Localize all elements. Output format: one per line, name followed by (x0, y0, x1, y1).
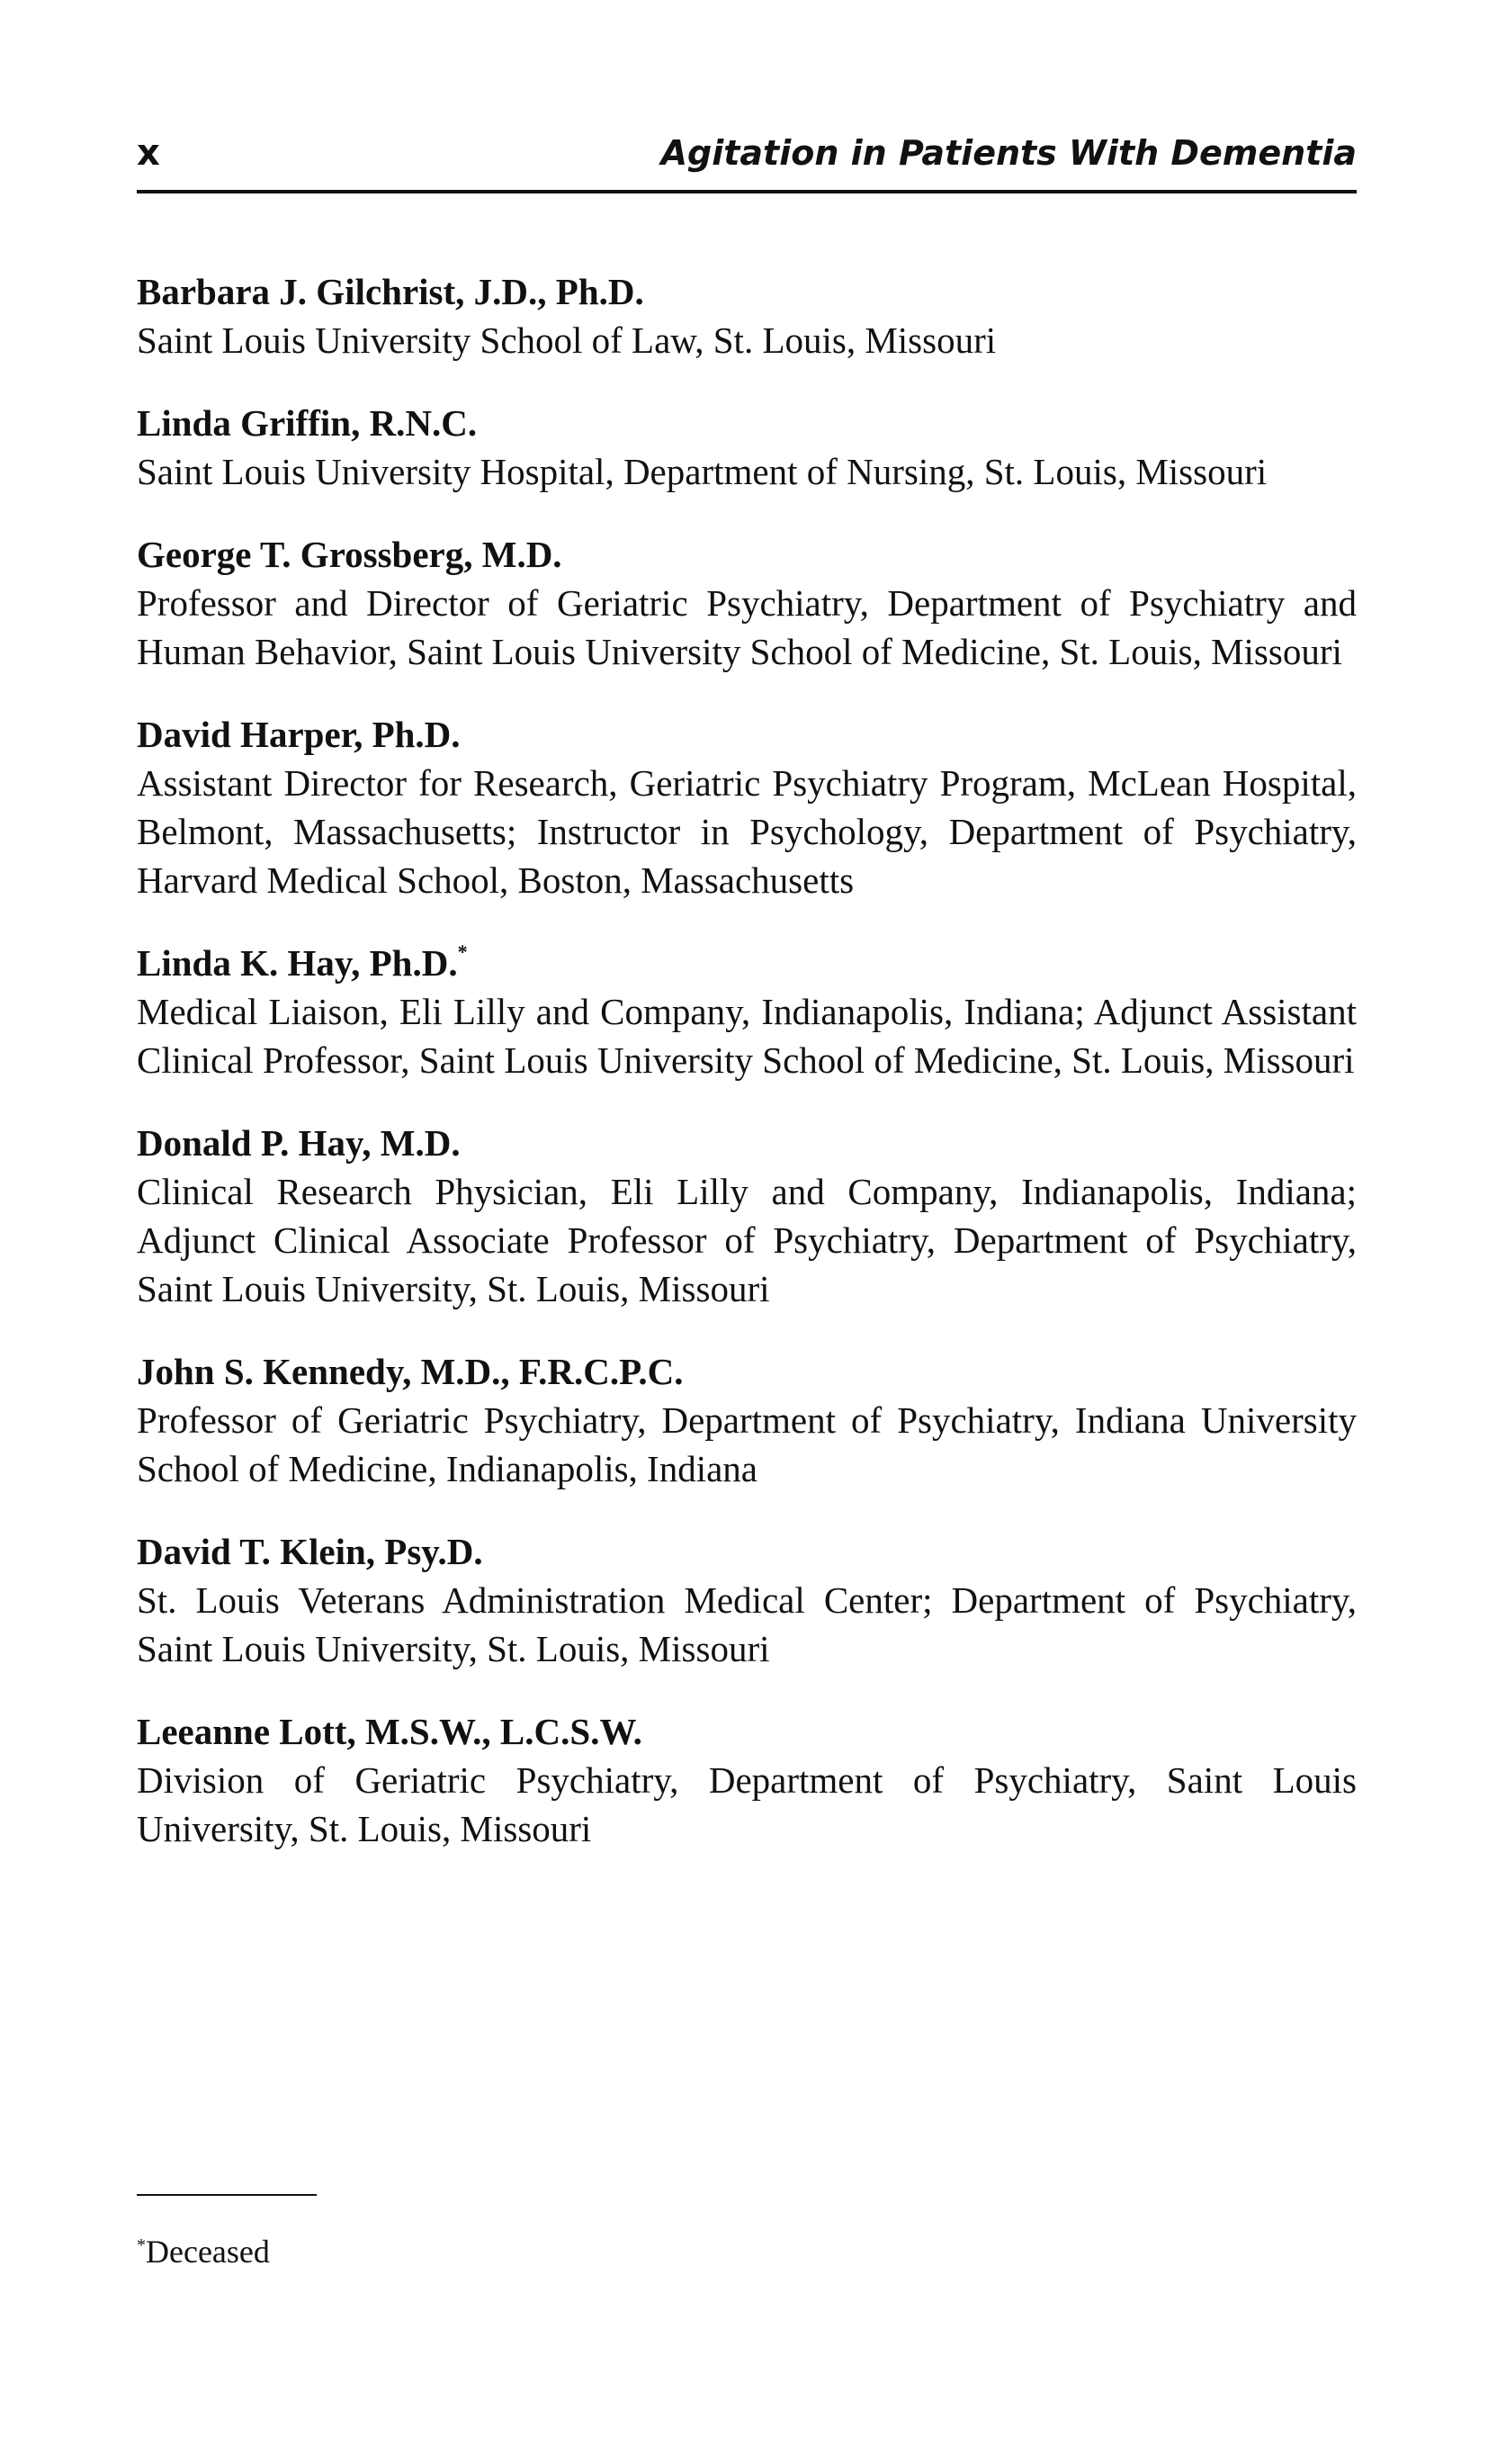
contributor-entry (137, 710, 1357, 904)
contributor-name: George T. Grossberg, M.D. (137, 534, 562, 575)
contributor-entry (137, 1707, 1357, 1853)
contributor-affiliation: Clinical Research Physician, Eli Lilly and Company, Indianapolis, Indiana; Adjunct Clinical Associate Professor of Psychiatry, Department of Psychiatry, Saint Louis University, St. Louis, Missouri (137, 1171, 1357, 1309)
contributor-affiliation: Professor and Director of Geriatric Psychiatry, Department of Psychiatry and Human Behavior, Saint Louis University School of Medicine, St. Louis, Missouri (137, 582, 1357, 672)
contributor-entry (137, 1119, 1357, 1313)
contributor-affiliation: Medical Liaison, Eli Lilly and Company, Indianapolis, Indiana; Adjunct Assistant Clinical Professor, Saint Louis University School of Medicine, St. Louis, Missouri (137, 991, 1357, 1081)
contributor-affiliation: St. Louis Veterans Administration Medical Center; Department of Psychiatry, Saint Louis University, St. Louis, Missouri (137, 1579, 1357, 1669)
contributor-affiliation: Saint Louis University Hospital, Department of Nursing, St. Louis, Missouri (137, 451, 1268, 492)
contributor-name: Barbara J. Gilchrist, J.D., Ph.D. (137, 271, 644, 312)
contributor-name: David T. Klein, Psy.D. (137, 1531, 483, 1572)
contributor-name: John S. Kennedy, M.D., F.R.C.P.C. (137, 1351, 684, 1392)
footnote (137, 2232, 270, 2271)
contributor-affiliation: Professor of Geriatric Psychiatry, Department of Psychiatry, Indiana University School of Medicine, Indianapolis, Indiana (137, 1399, 1357, 1489)
contributor-entry (137, 1527, 1357, 1673)
contributor-name: David Harper, Ph.D. (137, 714, 461, 755)
contributor-entry (137, 267, 1357, 364)
contributor-list (137, 267, 1357, 1887)
header-rule (137, 190, 1357, 193)
contributor-affiliation: Division of Geriatric Psychiatry, Department of Psychiatry, Saint Louis University, St. Louis, Missouri (137, 1759, 1357, 1849)
contributor-name: Linda K. Hay, Ph.D.* (137, 940, 468, 984)
footnote-marker: * (137, 2235, 146, 2255)
footnote-marker: * (457, 940, 468, 964)
page-number: x (137, 132, 160, 174)
contributor-affiliation: Saint Louis University School of Law, St. Louis, Missouri (137, 319, 997, 361)
page-header (137, 126, 1357, 180)
contributor-entry (137, 1347, 1357, 1493)
contributor-name: Leeanne Lott, M.S.W., L.C.S.W. (137, 1711, 642, 1752)
footnote-rule (137, 2194, 317, 2196)
contributor-entry (137, 399, 1357, 496)
footnote-text: Deceased (146, 2234, 270, 2270)
running-head: Agitation in Patients With Dementia (660, 133, 1357, 173)
contributor-affiliation: Assistant Director for Research, Geriatric Psychiatry Program, McLean Hospital, Belmont, Massachusetts; Instructor in Psychology, Department of Psychiatry, Harvard Medical School, Boston, Massachusetts (137, 762, 1357, 901)
contributor-entry (137, 530, 1357, 676)
contributor-entry (137, 939, 1357, 1084)
contributor-name: Donald P. Hay, M.D. (137, 1122, 461, 1164)
contributor-name: Linda Griffin, R.N.C. (137, 402, 478, 444)
